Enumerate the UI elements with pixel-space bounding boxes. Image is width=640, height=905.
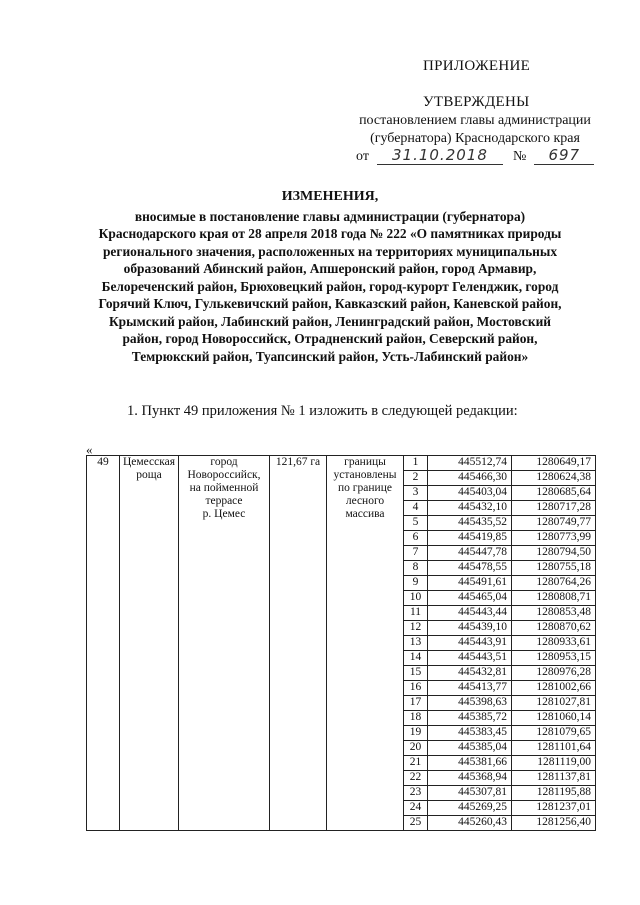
point-number: 6 xyxy=(404,531,428,546)
point-number: 12 xyxy=(404,621,428,636)
point-number: 8 xyxy=(404,561,428,576)
point-y: 1280717,28 xyxy=(512,501,596,516)
point-number: 11 xyxy=(404,606,428,621)
record-boundary xyxy=(327,456,404,831)
point-y: 1281137,81 xyxy=(512,771,596,786)
approval-line-1: постановлением главы администрации xyxy=(359,113,591,128)
opening-quote: « xyxy=(86,442,93,457)
point-x: 445383,45 xyxy=(428,726,512,741)
title-line: Белореченский район, Брюховецкий район, город-курорт Геленджик, город xyxy=(101,278,559,294)
record-number-line: 49 xyxy=(97,456,109,468)
point-y: 1281002,66 xyxy=(512,681,596,696)
point-y: 1280870,62 xyxy=(512,621,596,636)
title-line: Крымский район, Лабинский район, Ленинградский район, Мостовский xyxy=(108,313,552,329)
point-y: 1281027,81 xyxy=(512,696,596,711)
point-x: 445443,51 xyxy=(428,651,512,666)
point-x: 445432,10 xyxy=(428,501,512,516)
title-line: вносимые в постановление главы администрации (губернатора) xyxy=(134,208,526,224)
point-x: 445403,04 xyxy=(428,486,512,501)
point-x: 445466,30 xyxy=(428,471,512,486)
point-number: 7 xyxy=(404,546,428,561)
record-area-line: 121,67 га xyxy=(275,456,321,468)
title-line: регионального значения, расположенных на территориях муниципальных xyxy=(102,243,558,259)
handwritten-number: 697 xyxy=(534,146,594,165)
point-number: 2 xyxy=(404,471,428,486)
record-location xyxy=(179,456,270,831)
point-y: 1280773,99 xyxy=(512,531,596,546)
changes-title xyxy=(70,188,590,365)
point-number: 5 xyxy=(404,516,428,531)
point-y: 1281101,64 xyxy=(512,741,596,756)
point-y: 1280764,26 xyxy=(512,576,596,591)
date-prefix: от xyxy=(356,149,369,164)
point-x: 445269,25 xyxy=(428,801,512,816)
point-number: 3 xyxy=(404,486,428,501)
table-row xyxy=(87,456,596,471)
record-area xyxy=(270,456,327,831)
point-x: 445307,81 xyxy=(428,786,512,801)
record-name-line: Цемесская xyxy=(122,456,176,468)
point-number: 19 xyxy=(404,726,428,741)
record-location-line: Новороссийск, xyxy=(187,468,261,481)
approval-date-row xyxy=(356,146,640,165)
clause-text: 1. Пункт 49 приложения № 1 изложить в следующей редакции: xyxy=(127,403,518,419)
point-number: 15 xyxy=(404,666,428,681)
approval-line-2: (губернатора) Краснодарского края xyxy=(370,131,580,146)
record-name-line: роща xyxy=(136,468,162,481)
point-number: 16 xyxy=(404,681,428,696)
point-y: 1281237,01 xyxy=(512,801,596,816)
record-location-line: террасе xyxy=(205,494,243,507)
point-x: 445385,72 xyxy=(428,711,512,726)
point-x: 445478,55 xyxy=(428,561,512,576)
point-x: 445368,94 xyxy=(428,771,512,786)
point-x: 445443,44 xyxy=(428,606,512,621)
record-name xyxy=(120,456,179,831)
title-line: Краснодарского края от 28 апреля 2018 года № 222 «О памятниках природы xyxy=(98,226,562,241)
point-number: 25 xyxy=(404,816,428,831)
point-y: 1280933,61 xyxy=(512,636,596,651)
point-x: 445465,04 xyxy=(428,591,512,606)
point-number: 1 xyxy=(404,456,428,471)
title-main: ИЗМЕНЕНИЯ, xyxy=(281,189,379,204)
title-line: район, город Новороссийск, Отрадненский район, Северский район, xyxy=(122,331,538,346)
number-sign: № xyxy=(512,149,527,164)
point-number: 10 xyxy=(404,591,428,606)
point-y: 1280808,71 xyxy=(512,591,596,606)
point-number: 22 xyxy=(404,771,428,786)
point-y: 1280624,38 xyxy=(512,471,596,486)
point-x: 445398,63 xyxy=(428,696,512,711)
point-x: 445260,43 xyxy=(428,816,512,831)
point-x: 445381,66 xyxy=(428,756,512,771)
record-boundary-line: лесного xyxy=(345,494,385,507)
record-number xyxy=(87,456,120,831)
handwritten-date: 31.10.2018 xyxy=(377,146,503,165)
point-x: 445435,52 xyxy=(428,516,512,531)
coordinates-table xyxy=(86,455,596,831)
record-boundary-line: границы xyxy=(344,456,386,468)
point-x: 445443,91 xyxy=(428,636,512,651)
point-y: 1280685,64 xyxy=(512,486,596,501)
appendix-label: ПРИЛОЖЕНИЕ xyxy=(423,58,531,74)
point-x: 445413,77 xyxy=(428,681,512,696)
point-x: 445447,78 xyxy=(428,546,512,561)
point-x: 445432,81 xyxy=(428,666,512,681)
point-x: 445385,04 xyxy=(428,741,512,756)
record-boundary-line: массива xyxy=(345,507,385,520)
point-x: 445512,74 xyxy=(428,456,512,471)
point-number: 23 xyxy=(404,786,428,801)
point-x: 445419,85 xyxy=(428,531,512,546)
point-y: 1280755,18 xyxy=(512,561,596,576)
point-y: 1280853,48 xyxy=(512,606,596,621)
title-line: образований Абинский район, Апшеронский район, город Армавир, xyxy=(123,261,537,276)
record-location-line: город xyxy=(210,456,238,468)
point-y: 1281195,88 xyxy=(512,786,596,801)
record-location-line: р. Цемес xyxy=(202,507,246,520)
point-y: 1280749,77 xyxy=(512,516,596,531)
point-y: 1280649,17 xyxy=(512,456,596,471)
record-boundary-line: установлены xyxy=(333,468,397,481)
point-number: 24 xyxy=(404,801,428,816)
point-y: 1280953,15 xyxy=(512,651,596,666)
point-number: 20 xyxy=(404,741,428,756)
point-number: 18 xyxy=(404,711,428,726)
record-location-line: на пойменной xyxy=(189,481,259,494)
point-y: 1281256,40 xyxy=(512,816,596,831)
point-y: 1280976,28 xyxy=(512,666,596,681)
title-line: Горячий Ключ, Гулькевичский район, Кавказский район, Каневской район, xyxy=(98,296,562,311)
point-y: 1280794,50 xyxy=(512,546,596,561)
approved-label: УТВЕРЖДЕНЫ xyxy=(423,94,530,110)
point-x: 445439,10 xyxy=(428,621,512,636)
point-number: 14 xyxy=(404,651,428,666)
point-y: 1281119,00 xyxy=(512,756,596,771)
point-y: 1281079,65 xyxy=(512,726,596,741)
title-line: Темрюкский район, Туапсинский район, Усть-Лабинский район» xyxy=(131,348,529,364)
point-number: 13 xyxy=(404,636,428,651)
point-y: 1281060,14 xyxy=(512,711,596,726)
record-boundary-line: по границе xyxy=(338,481,392,494)
point-number: 21 xyxy=(404,756,428,771)
point-number: 17 xyxy=(404,696,428,711)
point-number: 4 xyxy=(404,501,428,516)
point-number: 9 xyxy=(404,576,428,591)
point-x: 445491,61 xyxy=(428,576,512,591)
